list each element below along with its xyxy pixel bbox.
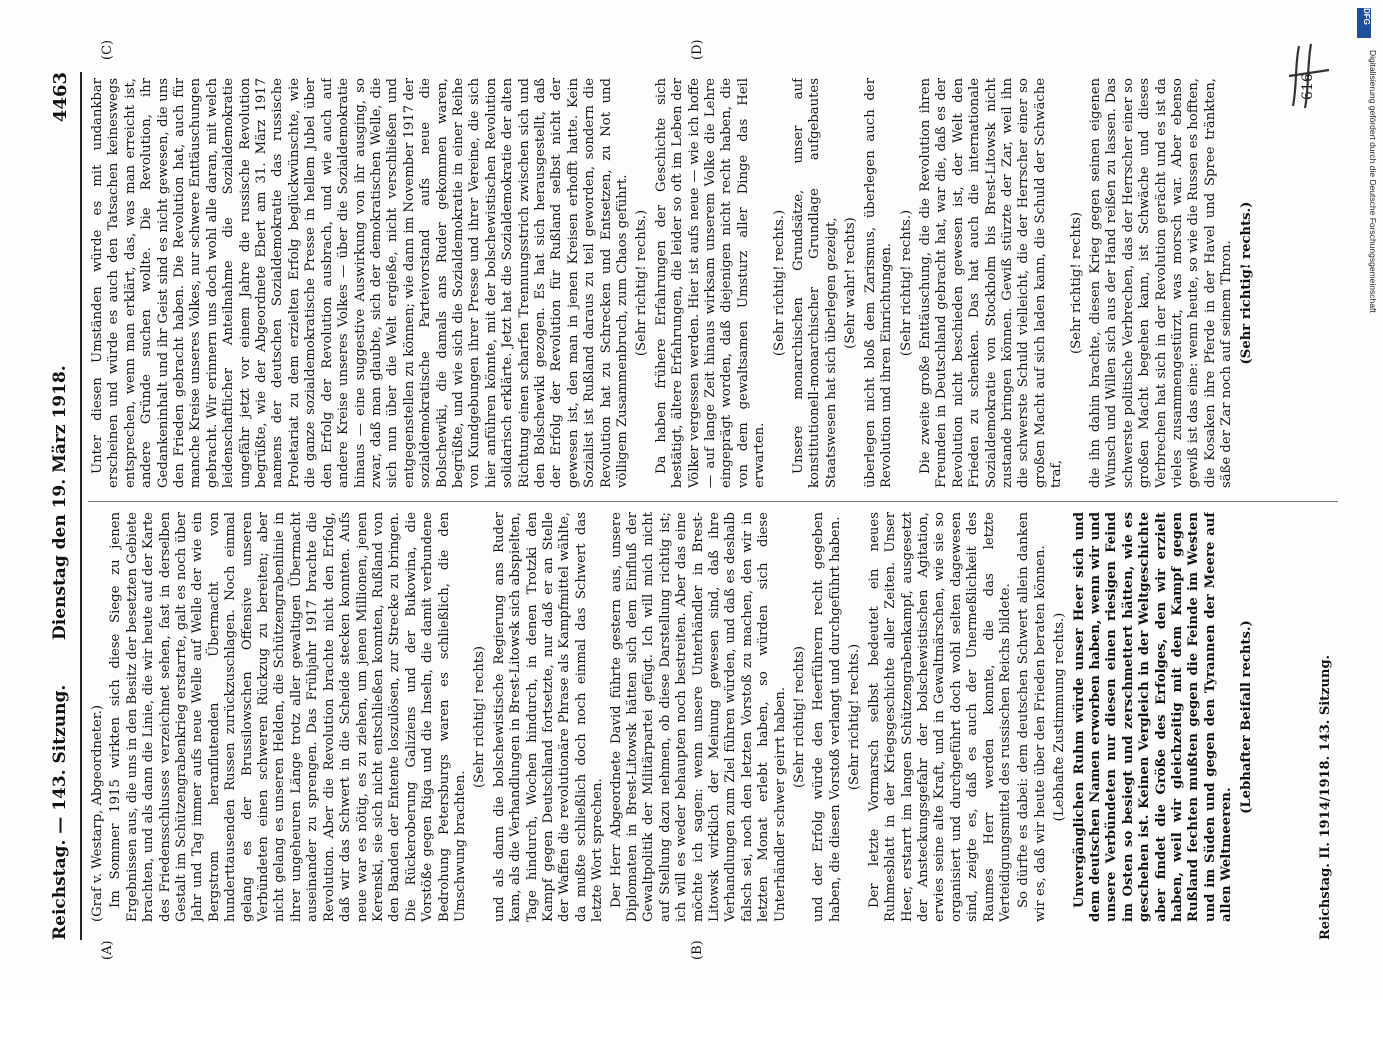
digitization-note: Digitalisierung gefördert durch die Deutsche Forschungsgemeinschaft (1368, 50, 1378, 313)
paragraph: Der letzte Vormarsch selbst bedeutet ein neues Ruhmesblatt in der Kriegsgeschichte aller Zeiten. Unser Heer, erstarrt im langen Schützengrabenkampf, ausgesetzt der Ansteckungsgefahr der bolschewistischen Agitation, erwies seine alte Kraft, und in Gewaltmärschen, wie sie so organisiert und durchgeführt doch wohl selten dagewesen sind, zeigte es, daß es auch der Unermeßlichkeit des Raumes Herr werden konnte, die das letzte Verteidigungsmittel des russischen Reichs bildete. (866, 512, 1013, 922)
interjection: (Sehr richtig! rechts.) (898, 209, 914, 357)
paragraph: Unter diesen Umständen würde es mit undankbar erscheinen und würde es auch den Tatsachen keineswegs entsprechen, wenn man erklärt, das, was man erreicht ist, andere Gründe suchen wollte. Die Revolution, ihr Gedankeninhalt und ihr Geist sind es nicht gewesen, die uns den Frieden gebracht haben. Die Revolution hat, auch für manche Kreise unseres Volkes, nur schwere Enttäuschungen gebracht. Wir erinnern uns doch wohl alle daran, mit welch leidenschaftlicher Anteilnahme die Sozialdemokratie ungefähr jetzt vor einem Jahre die russische Revolution begrüßte, wie der Abgeordnete Ebert am 31. März 1917 namens der deutschen Sozialdemokratie das russische Proletariat zu dem erzielten Erfolg beglückwünschte, wie die ganze sozialdemokratische Presse in hellem Jubel über den Erfolg der Revolution ausbrach, und wie auch auf andere Kreise unseres Volkes — über die Sozialdemokratie hinaus — eine suggestive Auswirkung von ihr ausging, so zwar, daß man glaubte, sich der demokratischen Welle, die sich nun über die Welt ergieße, nicht verschließen und entgegenstellen zu können; wie dann im November 1917 der sozialdemokratische Parteivorstand aufs neue die Bolschewiki, die damals ans Ruder gekommen waren, begrüßte, und wie sich die Sozialdemokratie in einer Reihe von Kundgebungen ihrer Presse und ihrer Vereine, die sich hier anführen könnte, mit der bolschewistischen Revolution solidarisch erklärte. Jetzt hat die Sozialdemokratie der alten Richtung einen scharfen Trennungsstrich zwischen sich und den Bolschewiki gezogen. Es hat sich herausgestellt, daß der Erfolg der Revolution für Rußland selbst nicht der gewesen ist, den man in jenen Kreisen erhofft hatte. Kein Sozialist ist Rußland daraus zu teil geworden, sondern die Revolution hat zu Schrecken und Entsetzen, zu Not und völligem Zusammenbruch, zum Chaos geführt. (90, 78, 630, 488)
column-divider (88, 501, 1338, 502)
running-header (50, 72, 80, 940)
margin-marker-d: (D) (690, 39, 705, 60)
paragraph: die ihn dahin brachte, diesen Krieg gegen seinen eigenen Wunsch und Willen sich aus der Hand reißen zu lassen. Das schwerste politische Verbrechen, das der Herrscher einer so großen Macht begehen kann, ist Schwäche und dieses Verbrechen hat sich in der Revolution gerächt und es ist da vieles zusammengestürzt, was morsch war. Aber ebenso gewiß ist das eine: wenn heute, so wie die Russen es hofften, die Kosaken ihre Pferde in der Havel und Spree tränkten, säße der Zar noch auf seinem Thron. (1087, 78, 1235, 488)
header-left: Reichstag. — 143. Sitzung. (50, 684, 70, 940)
paragraph: Unsere monarchischen Grundsätze, unser auf konstitutionell-monarchischer Grundlage aufgebautes Staatswesen hat sich überlegen gezeigt, (791, 78, 839, 488)
margin-marker-b: (B) (690, 940, 705, 960)
paragraph: Im Sommer 1915 wirkten sich diese Siege zu jenen Ergebnissen aus, die uns in den Besitz der besetzten Gebiete brachten, und als dann die Linie, die wir heute auf der Karte des Friedensschlusses verzeichnet sehen, fast in derselben Gestalt im Schützengrabenkrieg erstarrte, galt es noch über Jahr und Tag immer aufs neue Welle auf Welle der wie ein Bergstrom heranflutenden Übermacht von hunderttausenden Russen zurückzuschlagen. Noch einmal gelang es der Brussilowschen Offensive unseren Verbündeten einen schweren Rückzug zu bereiten; aber nicht gelang es unseren Helden, die Schützengrabenlinie in ihrer ungeheuren Länge trotz aller gewaltigen Übermacht auseinander zu sprengen. Das Frühjahr 1917 brachte die Revolution. Aber die Revolution brachte nicht den Erfolg, daß wir das Schwert in die Scheide stecken konnten. Aufs neue war es nötig, es zu ziehen, um jenen Millionen, jenen Kerenski, sie sich nicht entschließen konnten, Rußland von den Banden der Entente loszulösen, zur Strecke zu bringen. Die Rückeroberung Galiziens und der Bukowina, die Vorstöße gegen Riga und die Inseln, die damit verbundene Bedrohung Petersburgs waren es schließlich, die den Umschwung brachten. (108, 512, 468, 922)
paragraph: Die zweite große Enttäuschung, die die Revolution ihren Freunden in Deutschland gebracht hat, war die, daß es der Revolution nicht beschieden gewesen ist, der Welt den Frieden zu schenken. Das hat auch die internationale Sozialdemokratie von Stockholm bis Brest-Litowsk nicht zustande bringen können. Gewiß stürzte der Zar, weil ihn die schwerste Schuld vielleicht, die der Herrscher einer so großen Macht auf sich laden kann, die Schuld der Schwäche traf, (917, 78, 1065, 488)
interjection: (Lebhafter Beifall rechts.) (1238, 620, 1254, 814)
left-column (90, 512, 1345, 922)
page-number-top: 4463 (50, 72, 71, 123)
speaker-line: (Graf v. Westarp, Abgeordneter.) (90, 704, 105, 922)
header-rule (80, 72, 82, 940)
handwritten-mark (1285, 40, 1335, 110)
margin-marker-c: (C) (100, 39, 115, 60)
dfg-logo: DFG (1357, 8, 1371, 38)
interjection: (Sehr richtig! rechts.) (771, 209, 787, 357)
right-column (90, 78, 1290, 488)
interjection: (Sehr richtig! rechts.) (634, 209, 650, 357)
margin-marker-a: (A) (100, 940, 115, 960)
interjection: (Sehr wahr! rechts) (843, 217, 859, 349)
paragraph: und der Erfolg würde den Heerführern recht gegeben haben, die diesen Vorstoß verlangt und durchgeführt haben. (811, 512, 843, 922)
footer-citation: Reichstag. II. 1914/1918. 143. Sitzung. (1318, 654, 1333, 940)
paragraph: Da haben frühere Erfahrungen der Geschichte sich bestätigt, ältere Erfahrungen, die leider so oft im Leben der Völker vergessen werden. Hier ist aufs neue — wie ich hoffe — auf lange Zeit hinaus wirksam unserem Volke die Lehre eingeprägt worden, daß diejenigen nicht recht haben, die von dem gewaltsamen Umsturz aller Dinge das Heil erwarten. (653, 78, 768, 488)
footer-page-number: 616 (1300, 73, 1316, 100)
interjection: (Sehr richtig! rechts) (792, 645, 808, 789)
paragraph: und als dann die bolschewistische Regierung ans Ruder kam, als die Verhandlungen in Brest-Litowsk sich abspielten, Tage hindurch, Wochen hindurch, in denen Trotzki den Kampf gegen Deutschland fortsetzte, nur daß er an Stelle der Waffen die revolutionäre Phrase als Kampfmittel wählte, da mußte schließlich doch noch einmal das Schwert das letzte Wort sprechen. (491, 512, 606, 922)
interjection: (Sehr richtig! rechts.) (1238, 201, 1254, 365)
interjection: (Sehr richtig! rechts) (472, 645, 488, 789)
interjection: (Sehr richtig! rechts.) (847, 643, 863, 791)
interjection: (Sehr richtig! rechts) (1068, 211, 1084, 355)
interjection: (Lebhafte Zustimmung rechts.) (1052, 612, 1068, 822)
header-center: Dienstag den 19. März 1918. (50, 365, 70, 640)
paragraph: Der Herr Abgeordnete David führte gestern aus, unsere Diplomaten in Brest-Litowsk hätten sich dem Einfluß der Gewaltpolitik der Militärpartei gefügt. Ich will mich nicht auf Stellung dazu nehmen, ob diese Darstellung richtig ist; ich will es weder behaupten noch bestreiten. Aber das eine möchte ich sagen: wenn unsere Unterhändler in Brest-Litowsk wirklich der Meinung gewesen sind, daß ihre Verhandlungen zum Ziel führen würden, und daß es deshalb falsch sei, noch den letzten Vorstoß zu machen, den wir in letzten Monat erlebt haben, so würden sich diese Unterhändler schwer geirrt haben. (608, 512, 788, 922)
paragraph: überlegen nicht bloß dem Zarismus, überlegen auch der Revolution und ihren Einrichtungen. (862, 78, 895, 488)
paragraph: So dürfte es dabei: dem deutschen Schwert allein danken wir es, daß wir heute über den Frieden beraten können. (1016, 512, 1048, 922)
paragraph: Unvergänglichen Ruhm würde unser Heer sich und dem deutschen Namen erworben haben, wenn wir und unsere Verbündeten nur diesen einen riesigen Feind im Osten so besiegt und zerschmettert hätten, wie es geschehen ist. Keinen Vergleich in der Weltgeschichte aber findet die Größe des Erfolges, den wir erzielt haben, weil wir gleichzeitig mit dem Kampf gegen Rußland fechten mußten gegen die Feinde im Westen und im Süden und gegen den Tyrannen der Meere auf allen Weltmeeren. (1071, 512, 1235, 922)
